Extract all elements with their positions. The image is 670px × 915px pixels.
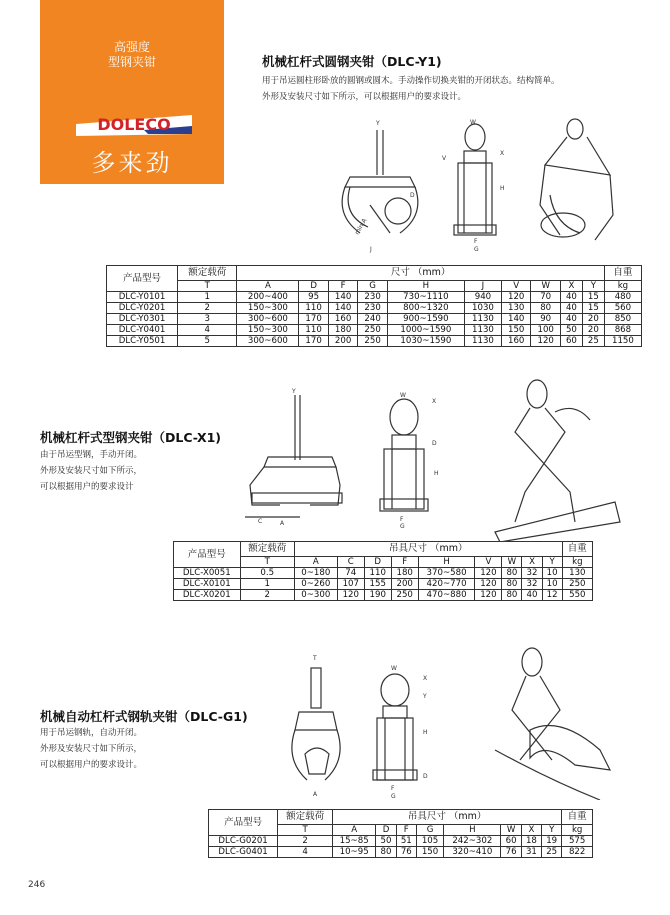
dim-label: W: [391, 665, 397, 672]
section1-spec-table: [106, 265, 642, 347]
unit-header-row: [107, 281, 642, 292]
dim-label: F: [391, 785, 395, 792]
dim-label: X: [500, 150, 505, 157]
dim-label: min A: [353, 217, 369, 236]
dim-label: H: [500, 185, 505, 192]
table-cell: 150: [501, 325, 530, 336]
dim-label: C: [258, 518, 263, 525]
table-cell: 4: [278, 847, 333, 858]
page-number: 246: [28, 880, 46, 890]
table-cell: 100: [531, 325, 560, 336]
table-cell: 0.5: [240, 568, 294, 579]
table-cell: 2: [278, 836, 333, 847]
brand-block: [40, 0, 224, 184]
table-row: [174, 590, 593, 601]
col-header-model: 产品型号: [174, 542, 241, 568]
section3-desc-line: 外形及安装尺寸如下所示，: [40, 744, 143, 754]
table-cell: 10: [542, 579, 562, 590]
section3-title: 机械自动杠杆式钢轨夹钳（DLC-G1): [40, 709, 248, 724]
table-cell: 730~1110: [387, 292, 464, 303]
unit-header-cell: G: [358, 281, 387, 292]
table-cell: 3: [178, 314, 237, 325]
table-cell: 180: [391, 568, 418, 579]
dim-label: J: [370, 246, 372, 253]
table-cell: 160: [501, 336, 530, 347]
table-cell: 140: [328, 292, 357, 303]
dim-label: Y: [423, 693, 427, 700]
table-cell: 50: [560, 325, 582, 336]
unit-header-cell: W: [531, 281, 560, 292]
table-cell: 155: [364, 579, 391, 590]
table-cell: 60: [501, 836, 521, 847]
unit-header-cell: T: [178, 281, 237, 292]
table-cell: 230: [358, 303, 387, 314]
table-cell: 868: [604, 325, 641, 336]
table-cell: 74: [337, 568, 364, 579]
table-cell: 480: [604, 292, 641, 303]
section2-front-drawing: [240, 385, 345, 530]
table-cell: 250: [391, 590, 418, 601]
unit-header-cell: W: [502, 557, 522, 568]
table-row: [174, 568, 593, 579]
unit-header-cell: F: [391, 557, 418, 568]
table-cell: 40: [560, 292, 582, 303]
dim-label: A: [313, 791, 318, 798]
table-row: [107, 303, 642, 314]
unit-header-cell: H: [418, 557, 475, 568]
brand-cn-name: 多来劲: [91, 149, 173, 177]
table-cell: 31: [521, 847, 541, 858]
table-row: [174, 579, 593, 590]
table-row: [107, 292, 642, 303]
table-cell: 250: [358, 336, 387, 347]
table-cell: 1: [178, 292, 237, 303]
table-cell: 70: [531, 292, 560, 303]
col-header-load: 额定载荷: [240, 542, 294, 557]
section2-desc-line: 外形及安装尺寸如下所示，: [40, 466, 143, 476]
unit-header-cell: T: [240, 557, 294, 568]
table-cell: DLC-Y0201: [107, 303, 178, 314]
table-cell: 15~85: [332, 836, 375, 847]
section3-front-drawing: [285, 650, 365, 800]
table-cell: 120: [475, 590, 502, 601]
table-cell: 242~302: [444, 836, 501, 847]
table-row: [209, 836, 593, 847]
table-cell: 0~180: [294, 568, 337, 579]
unit-header-cell: Y: [542, 557, 562, 568]
table-cell: 80: [376, 847, 396, 858]
section2-desc-line: 由于吊运型钢，手动开闭。: [40, 450, 143, 460]
brand-line2: 型钢夹钳: [107, 55, 156, 69]
dim-label: G: [400, 523, 405, 530]
unit-header-cell: X: [522, 557, 542, 568]
unit-header-cell: W: [501, 825, 521, 836]
col-header-weight: 自重: [562, 810, 593, 825]
table-cell: 1030: [464, 303, 501, 314]
table-cell: 4: [178, 325, 237, 336]
table-cell: 370~580: [418, 568, 475, 579]
col-header-load: 额定载荷: [178, 266, 237, 281]
table-cell: 80: [531, 303, 560, 314]
table-cell: 25: [542, 847, 562, 858]
table-cell: 25: [582, 336, 604, 347]
table-cell: 1000~1590: [387, 325, 464, 336]
dim-label: G: [391, 793, 396, 800]
table-cell: 800~1320: [387, 303, 464, 314]
section2-photo-drawing: [475, 372, 625, 542]
table-cell: 12: [542, 590, 562, 601]
unit-header-cell: H: [387, 281, 464, 292]
table-cell: 110: [299, 303, 328, 314]
section3-desc: [40, 725, 142, 773]
dim-label: Y: [376, 120, 380, 127]
table-cell: 300~600: [237, 314, 299, 325]
unit-header-cell: kg: [562, 825, 593, 836]
unit-header-cell: X: [521, 825, 541, 836]
dim-label: H: [423, 729, 428, 736]
table-cell: 120: [475, 579, 502, 590]
table-cell: DLC-Y0501: [107, 336, 178, 347]
dim-label: W: [400, 392, 406, 399]
section2-desc-line: 可以根据用户的要求设计: [40, 482, 134, 492]
section3-table-body: [209, 836, 593, 858]
table-cell: 140: [501, 314, 530, 325]
table-cell: 80: [502, 579, 522, 590]
unit-header-cell: D: [299, 281, 328, 292]
table-cell: 200: [391, 579, 418, 590]
col-header-weight: 自重: [562, 542, 592, 557]
unit-header-cell: F: [328, 281, 357, 292]
col-header-model: 产品型号: [209, 810, 278, 836]
unit-header-cell: T: [278, 825, 333, 836]
dim-label: X: [423, 675, 428, 682]
table-cell: 18: [521, 836, 541, 847]
table-cell: 140: [328, 303, 357, 314]
dim-label: X: [432, 398, 437, 405]
unit-header-cell: Y: [542, 825, 562, 836]
table-cell: 940: [464, 292, 501, 303]
table-cell: 850: [604, 314, 641, 325]
table-cell: 80: [502, 590, 522, 601]
table-cell: 40: [522, 590, 542, 601]
table-cell: 2: [178, 303, 237, 314]
dim-label: D: [410, 192, 415, 199]
section3-photo-drawing: [490, 640, 620, 800]
section2-title: 机械杠杆式型钢夹钳（DLC-X1): [40, 430, 222, 445]
table-cell: 120: [501, 292, 530, 303]
table-cell: 822: [562, 847, 593, 858]
section2-side-drawing: [372, 385, 452, 530]
table-cell: 40: [560, 314, 582, 325]
unit-header-cell: D: [376, 825, 396, 836]
table-cell: 550: [562, 590, 592, 601]
brand-line1: 高强度: [113, 40, 150, 54]
table-cell: 240: [358, 314, 387, 325]
table-cell: 150~300: [237, 325, 299, 336]
table-cell: 15: [582, 303, 604, 314]
table-cell: 250: [358, 325, 387, 336]
table-cell: DLC-X0051: [174, 568, 241, 579]
table-cell: 150~300: [237, 303, 299, 314]
col-header-dimensions: 吊具尺寸 （mm）: [332, 810, 561, 825]
dim-label: A: [280, 520, 285, 527]
unit-header-cell: A: [294, 557, 337, 568]
unit-header-cell: V: [475, 557, 502, 568]
table-cell: 120: [531, 336, 560, 347]
table-cell: 76: [396, 847, 416, 858]
table-cell: 105: [416, 836, 443, 847]
table-cell: 40: [560, 303, 582, 314]
section1-front-drawing: [330, 115, 440, 255]
dim-label: T: [313, 655, 317, 662]
table-cell: DLC-Y0101: [107, 292, 178, 303]
table-cell: 2: [240, 590, 294, 601]
table-cell: DLC-G0401: [209, 847, 278, 858]
dim-label: Y: [292, 388, 296, 395]
table-cell: 1130: [464, 336, 501, 347]
table-cell: 1130: [464, 325, 501, 336]
section1-photo-drawing: [515, 115, 630, 260]
unit-header-cell: F: [396, 825, 416, 836]
table-cell: 1030~1590: [387, 336, 464, 347]
table-cell: 0~300: [294, 590, 337, 601]
section1-table-body: [107, 292, 642, 347]
table-cell: 560: [604, 303, 641, 314]
section1-title: 机械杠杆式圆钢夹钳（DLC-Y1): [262, 54, 442, 69]
unit-header-cell: X: [560, 281, 582, 292]
table-cell: 470~880: [418, 590, 475, 601]
dim-label: W: [470, 119, 476, 126]
table-cell: 250: [562, 579, 592, 590]
table-cell: 1130: [464, 314, 501, 325]
section2-desc: [40, 447, 142, 495]
table-cell: 110: [364, 568, 391, 579]
table-cell: 1: [240, 579, 294, 590]
col-header-weight: 自重: [604, 266, 641, 281]
table-cell: 0~260: [294, 579, 337, 590]
table-cell: 107: [337, 579, 364, 590]
section1-desc-line: 外形及安装尺寸如下所示，可以根据用户的要求设计。: [262, 92, 467, 102]
table-cell: 230: [358, 292, 387, 303]
dim-label: D: [423, 773, 428, 780]
table-cell: 32: [522, 568, 542, 579]
table-cell: 120: [337, 590, 364, 601]
table-cell: 15: [582, 292, 604, 303]
table-cell: 90: [531, 314, 560, 325]
logo-text: DOLECO: [97, 115, 171, 134]
table-cell: 900~1590: [387, 314, 464, 325]
table-cell: 575: [562, 836, 593, 847]
table-cell: 20: [582, 314, 604, 325]
unit-header-cell: V: [501, 281, 530, 292]
table-cell: 60: [560, 336, 582, 347]
table-cell: 300~600: [237, 336, 299, 347]
unit-header-cell: kg: [604, 281, 641, 292]
table-cell: DLC-Y0401: [107, 325, 178, 336]
section3-desc-line: 用于吊运钢轨，自动开闭。: [40, 728, 143, 738]
table-cell: 150: [416, 847, 443, 858]
unit-header-cell: D: [364, 557, 391, 568]
section3-desc-line: 可以根据用户的要求设计。: [40, 760, 143, 770]
table-row: [107, 325, 642, 336]
section2-table-body: [174, 568, 593, 601]
table-row: [209, 847, 593, 858]
unit-header-cell: H: [444, 825, 501, 836]
table-cell: 10~95: [332, 847, 375, 858]
table-cell: 20: [582, 325, 604, 336]
section2-spec-table: [173, 541, 593, 601]
table-cell: 200: [328, 336, 357, 347]
table-cell: 320~410: [444, 847, 501, 858]
section3-spec-table: [208, 809, 593, 858]
table-cell: 120: [475, 568, 502, 579]
section3-side-drawing: [365, 650, 445, 800]
table-cell: 51: [396, 836, 416, 847]
doleco-logo: [74, 112, 194, 138]
table-cell: 1150: [604, 336, 641, 347]
table-cell: 32: [522, 579, 542, 590]
unit-header-cell: A: [237, 281, 299, 292]
table-cell: 200~400: [237, 292, 299, 303]
table-cell: 130: [501, 303, 530, 314]
col-header-model: 产品型号: [107, 266, 178, 292]
dim-label: V: [442, 155, 447, 162]
dim-label: F: [474, 238, 478, 245]
col-header-load: 额定载荷: [278, 810, 333, 825]
table-cell: 190: [364, 590, 391, 601]
unit-header-cell: G: [416, 825, 443, 836]
table-cell: 5: [178, 336, 237, 347]
unit-header-cell: A: [332, 825, 375, 836]
unit-header-cell: kg: [562, 557, 592, 568]
table-cell: 80: [502, 568, 522, 579]
dim-label: F: [400, 516, 404, 523]
table-cell: 110: [299, 325, 328, 336]
table-cell: DLC-X0201: [174, 590, 241, 601]
dim-label: H: [434, 470, 439, 477]
table-row: [107, 314, 642, 325]
table-cell: 19: [542, 836, 562, 847]
table-cell: 95: [299, 292, 328, 303]
table-cell: 10: [542, 568, 562, 579]
table-cell: DLC-X0101: [174, 579, 241, 590]
table-row: [107, 336, 642, 347]
table-cell: DLC-Y0301: [107, 314, 178, 325]
section1-desc: [262, 73, 560, 105]
col-header-dimensions: 吊具尺寸 （mm）: [294, 542, 562, 557]
table-cell: 420~770: [418, 579, 475, 590]
col-header-dimensions: 尺寸 （mm）: [237, 266, 604, 281]
table-cell: DLC-G0201: [209, 836, 278, 847]
section1-desc-line: 用于吊运圆柱形卧放的圆钢或圆木。手动操作切换夹钳的开闭状态。结构简单。: [262, 76, 560, 86]
table-cell: 50: [376, 836, 396, 847]
dim-label: G: [474, 246, 479, 253]
table-cell: 170: [299, 336, 328, 347]
section1-side-drawing: [440, 115, 510, 255]
unit-header-cell: Y: [582, 281, 604, 292]
table-cell: 160: [328, 314, 357, 325]
table-cell: 130: [562, 568, 592, 579]
unit-header-cell: J: [464, 281, 501, 292]
dim-label: D: [432, 440, 437, 447]
table-cell: 180: [328, 325, 357, 336]
unit-header-cell: C: [337, 557, 364, 568]
table-cell: 170: [299, 314, 328, 325]
table-cell: 76: [501, 847, 521, 858]
